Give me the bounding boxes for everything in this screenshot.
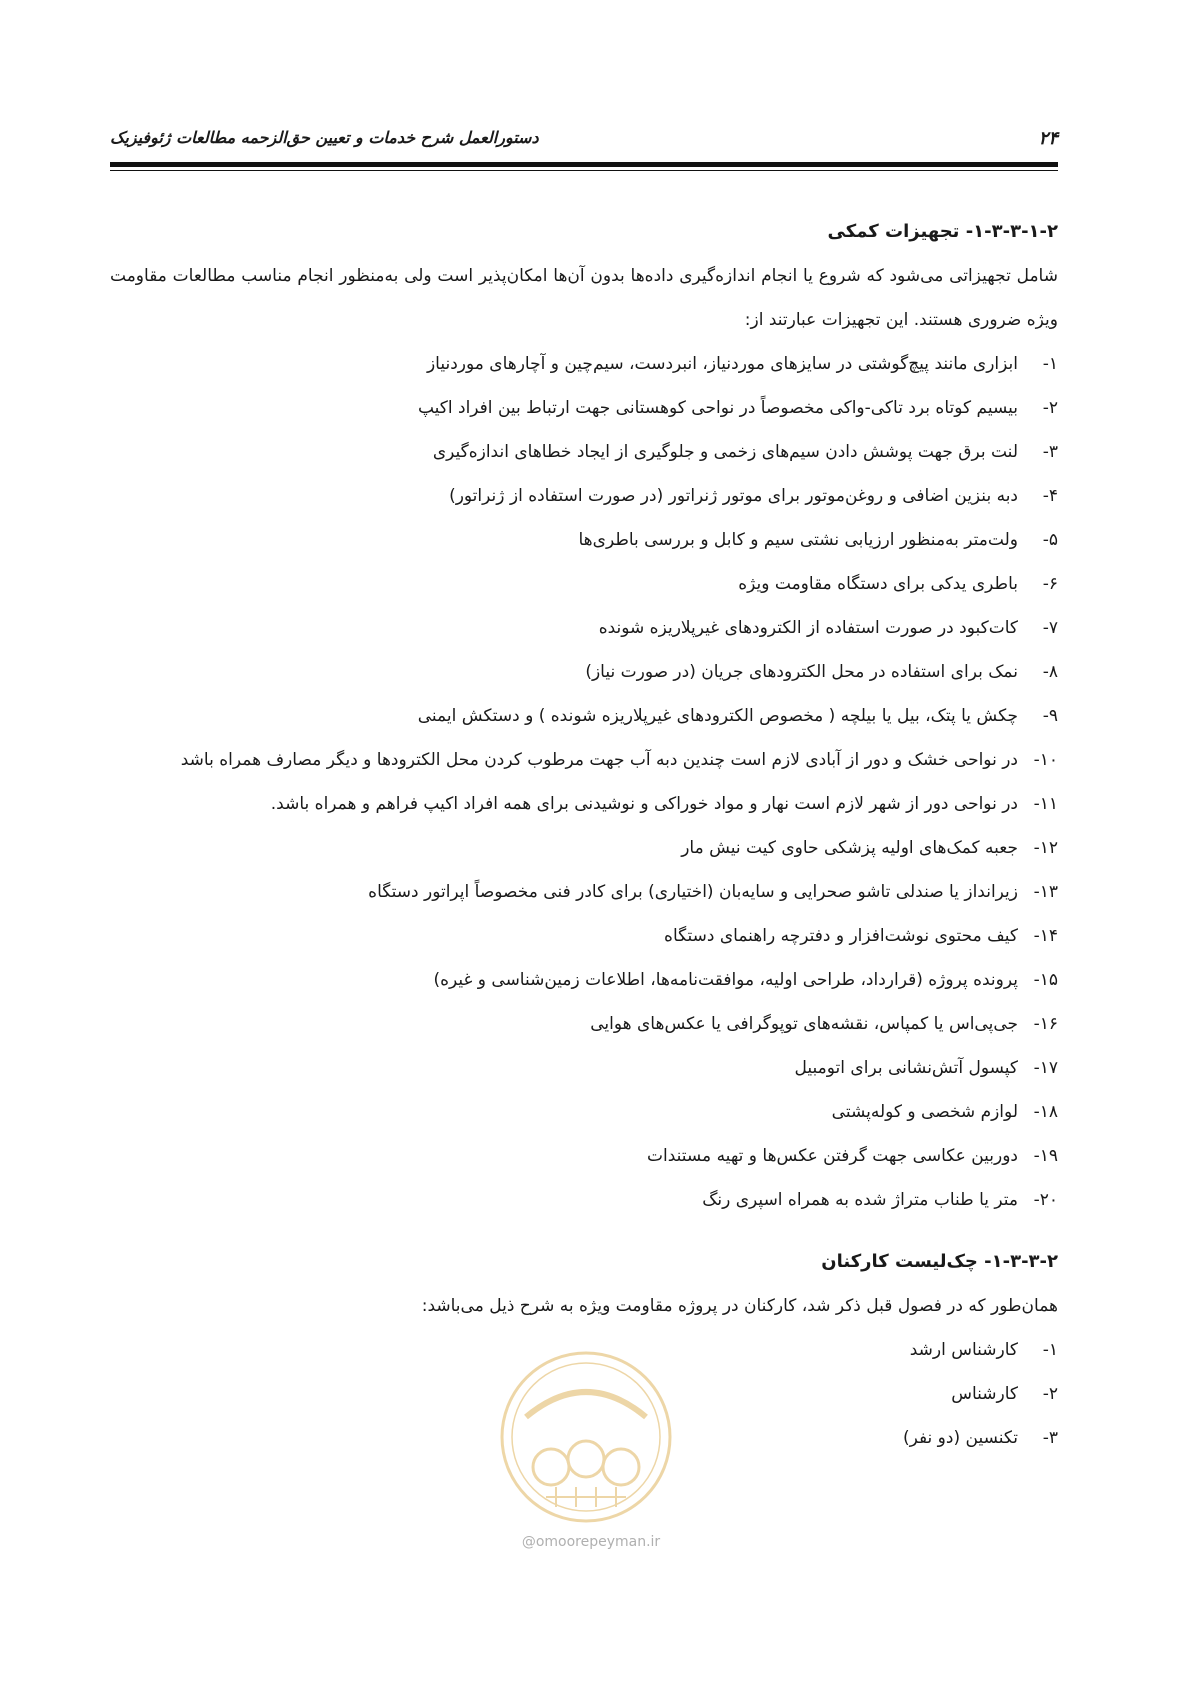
header-rule <box>110 162 1058 167</box>
header-rule-thin <box>110 170 1058 171</box>
section-intro-paragraph: شامل تجهیزاتی می‌شود که شروع یا انجام اندازه‌گیری داده‌ها بدون آن‌ها امکان‌پذیر است ولی به‌منظور انجام مناسب مطالعات مقاومت ویژه ضروری هستند. این تجهیزات عبارتند از: <box>110 266 1058 330</box>
page-header <box>110 128 1058 152</box>
watermark-stamp-icon <box>496 1347 676 1527</box>
list-item: ۱۱- در نواحی دور از شهر لازم است نهار و مواد خوراکی و نوشیدنی برای همه افراد اکیپ فراهم و همراه باشد. <box>270 794 1058 814</box>
list-item: ۱۳- زیرانداز یا صندلی تاشو صحرایی و سایه‌بان (اختیاری) برای کادر فنی مخصوصاً اپراتور دستگاه <box>368 882 1058 902</box>
section-intro-paragraph: همان‌طور که در فصول قبل ذکر شد، کارکنان در پروژه مقاومت ویژه به شرح ذیل می‌باشد: <box>421 1296 1058 1316</box>
list-item: ۲۰- متر یا طناب متراژ شده به همراه اسپری رنگ <box>702 1190 1058 1210</box>
list-item: ۱۴- کیف محتوی نوشت‌افزار و دفترچه راهنمای دستگاه <box>664 926 1058 946</box>
list-item: ۱۸- لوازم شخصی و کوله‌پشتی <box>831 1102 1058 1122</box>
list-item: ۱۰- در نواحی خشک و دور از آبادی لازم است چندین دبه آب جهت مرطوب کردن محل الکترودها و دیگر مصارف همراه باشد <box>180 750 1058 770</box>
list-item: ۱۷- کپسول آتش‌نشانی برای اتومبیل <box>794 1058 1058 1078</box>
page-number: ۲۴ <box>1038 128 1058 149</box>
list-item: ۳- لنت برق جهت پوشش دادن سیم‌های زخمی و جلوگیری از ایجاد خطاهای اندازه‌گیری <box>432 442 1058 462</box>
list-item: ۲- کارشناس <box>951 1384 1058 1404</box>
page-body <box>110 210 1058 1460</box>
list-item: ۱۶- جی‌پی‌اس یا کمپاس، نقشه‌های توپوگرافی یا عکس‌های هوایی <box>590 1014 1058 1034</box>
running-title: دستورالعمل شرح خدمات و تعیین حق‌الزحمه مطالعات ژئوفیزیک <box>110 128 539 147</box>
list-item: ۱۹- دوربین عکاسی جهت گرفتن عکس‌ها و تهیه مستندات <box>646 1146 1058 1166</box>
list-item: ۶- باطری یدکی برای دستگاه مقاومت ویژه <box>738 574 1058 594</box>
list-item: ۱- ابزاری مانند پیچ‌گوشتی در سایزهای موردنیاز، انبردست، سیم‌چین و آچارهای موردنیاز <box>426 354 1058 374</box>
list-item: ۴- دبه بنزین اضافی و روغن‌موتور برای موتور ژنراتور (در صورت استفاده از ژنراتور) <box>449 486 1058 506</box>
auxiliary-equipment-list <box>110 342 1058 1222</box>
list-item: ۹- چکش یا پتک، بیل یا بیلچه ( مخصوص الکترودهای غیرپلاریزه شونده ) و دستکش ایمنی <box>417 706 1058 726</box>
section-heading-auxiliary-equipment: ۱-۳-۳-۱-۲- تجهیزات کمکی <box>827 221 1058 242</box>
watermark-caption: @omoorepeyman.ir <box>521 1534 661 1550</box>
list-item: ۸- نمک برای استفاده در محل الکترودهای جریان (در صورت نیاز) <box>585 662 1058 682</box>
list-item: ۱۵- پرونده پروژه (قرارداد، طراحی اولیه، موافقت‌نامه‌ها، اطلاعات زمین‌شناسی و غیره) <box>433 970 1058 990</box>
list-item: ۱- کارشناس ارشد <box>909 1340 1058 1360</box>
list-item: ۲- بیسیم کوتاه برد تاکی-واکی مخصوصاً در نواحی کوهستانی جهت ارتباط بین افراد اکیپ <box>417 398 1058 418</box>
list-item: ۷- کات‌کبود در صورت استفاده از الکترودهای غیرپلاریزه شونده <box>598 618 1058 638</box>
list-item: ۳- تکنسین (دو نفر) <box>902 1428 1058 1448</box>
section-heading-staff-checklist: ۱-۳-۳-۲- چک‌لیست کارکنان <box>821 1251 1058 1272</box>
list-item: ۵- ولت‌متر به‌منظور ارزیابی نشتی سیم و کابل و بررسی باطری‌ها <box>578 530 1058 550</box>
list-item: ۱۲- جعبه کمک‌های اولیه پزشکی حاوی کیت نیش مار <box>681 838 1058 858</box>
